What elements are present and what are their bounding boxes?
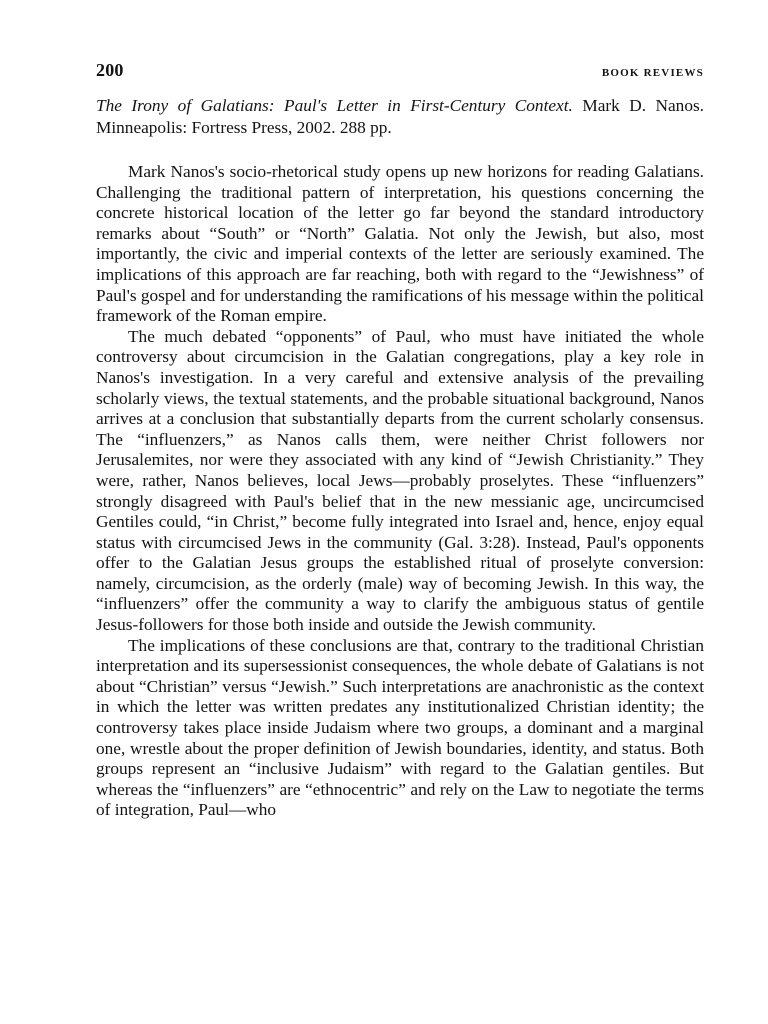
book-review-page bbox=[96, 60, 704, 821]
page-number: 200 bbox=[96, 60, 124, 80]
running-head bbox=[96, 60, 704, 88]
review-paragraph-3: The implications of these conclusions are that, contrary to the traditional Christian interpretation and its supersessionist consequences, the whole debate of Galatians is not about “Christian” versus “Jewish.” Such interpretations are anachronistic as the context in which the letter was written predates any institutionalized Christian identity; the controversy takes place inside Judaism where two groups, a dominant and a marginal one, wrestle about the proper definition of Jewish boundaries, identity, and status. Both groups represent an “inclusive Judaism” with regard to the Galatian gentiles. But whereas the “influenzers” are “ethnocentric” and rely on the Law to negotiate the terms of integration, Paul—who bbox=[96, 635, 704, 820]
review-paragraph-2: The much debated “opponents” of Paul, who must have initiated the whole controversy about circumcision in the Galatian congregations, play a key role in Nanos's investigation. In a very careful and extensive analysis of the prevailing scholarly views, the textual statements, and the probable situational background, Nanos arrives at a conclusion that substantially departs from the current scholarly consensus. The “influenzers,” as Nanos calls them, were neither Christ followers nor Jerusalemites, nor were they associated with any kind of “Jewish Christianity.” They were, rather, Nanos believes, local Jews—probably proselytes. These “influenzers” strongly disagreed with Paul's belief that in the new messianic age, uncircumcised Gentiles could, “in Christ,” become fully integrated into Israel and, hence, enjoy equal status with circumcised Jews in the community (Gal. 3:28). Instead, Paul's opponents offer to the Galatian Jesus groups the established ritual of proselyte conversion: namely, circumcision, as the orderly (male) way of becoming Jewish. In this way, the “influenzers” offer the community a way to clarify the ambiguous status of gentile Jesus-followers for those both inside and outside the Jewish community. bbox=[96, 326, 704, 635]
book-publication-details: Mark D. Nanos. Minneapolis: Fortress Press, 2002. 288 pp. bbox=[96, 96, 704, 137]
book-citation bbox=[96, 95, 704, 139]
review-paragraph-1: Mark Nanos's socio-rhetorical study opens up new horizons for reading Galatians. Challenging the traditional pattern of interpretation, his questions concerning the concrete historical location of the letter go far beyond the standard introductory remarks about “South” or “North” Galatia. Not only the Jewish, but also, most importantly, the civic and imperial contexts of the letter are seriously examined. The implications of this approach are far reaching, both with regard to the “Jewishness” of Paul's gospel and for understanding the ramifications of his message within the political framework of the Roman empire. bbox=[96, 162, 704, 326]
book-title: The Irony of Galatians: Paul's Letter in First-Century Context. bbox=[96, 96, 573, 115]
review-body bbox=[96, 162, 704, 821]
section-title: BOOK REVIEWS bbox=[601, 67, 704, 79]
